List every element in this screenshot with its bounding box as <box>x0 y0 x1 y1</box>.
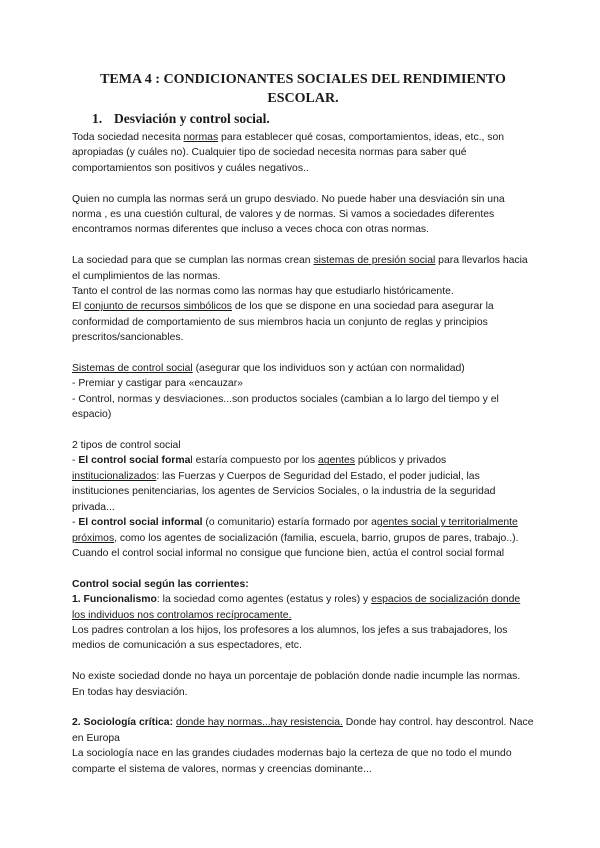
document-title: TEMA 4 : CONDICIONANTES SOCIALES DEL RENDIMIENTO ESCOLAR. <box>100 72 506 106</box>
paragraph-normas <box>72 130 534 176</box>
paragraph-formal-informal: Cuando el control social informal no consigue que funcione bien, actúa el control social formal <box>72 547 505 559</box>
paragraph-sociologia-nace: La sociología nace en las grandes ciudades modernas bajo la certeza de que no todo el mundo comparte el sistema de valores, normas y creencias dominante... <box>72 748 512 775</box>
underlined-term: agentes <box>318 455 355 467</box>
text-run: públicos y privados <box>355 455 447 467</box>
text-run: de los que se dispone en una sociedad para asegurar la conformidad de comportamiento de sus miembros hacia un conjunto de reglas y principios prescritos/sancionables. <box>72 301 494 344</box>
paragraph-padres: Los padres controlan a los hijos, los profesores a los alumnos, los jefes a sus trabajadores, los medios de comunicación a sus espectadores, etc. <box>72 624 508 652</box>
document-page <box>72 70 534 777</box>
text-run: , como los agentes de socialización (familia, escuela, barrio, grupos de pares, trabajo..). <box>114 532 519 544</box>
text-run: Donde hay control. hay descontrol. Nace en Europa <box>72 717 534 744</box>
paragraph-no-existe: No existe sociedad donde no haya un porcentaje de población donde nadie incumple las normas. En todas hay desviación. <box>72 671 521 698</box>
list-item: - Control, normas y desviaciones...son productos sociales (cambian a lo largo del tiempo y el espacio) <box>72 393 499 421</box>
text-run: - <box>72 455 79 467</box>
list-item-formal <box>72 453 534 515</box>
text-run: l estaría compuesto por los <box>190 455 319 467</box>
paragraph-historico: Tanto el control de las normas como las normas hay que estudiarlo históricamente. <box>72 286 454 298</box>
paragraph-tipos: 2 tipos de control social <box>72 440 181 452</box>
underlined-term: institucionalizados <box>72 470 157 482</box>
paragraph-recursos <box>72 299 534 345</box>
text-run: (o comunitario) estaría formado por a <box>202 517 377 529</box>
text-run: : las Fuerzas y Cuerpos de Seguridad del Estado, el poder judicial, las instituciones penitenciarias, los agentes de Servicios Sociales, o la industria de la seguridad privada... <box>72 470 496 513</box>
text-run: para llevarlos hacia el cumplimientos de las normas. <box>72 255 528 282</box>
text-run: : la sociedad como agentes (estatus y roles) y <box>156 594 372 606</box>
paragraph-sistemas <box>72 361 534 376</box>
underlined-term: gentes social y territorialmente próximos <box>72 517 518 544</box>
underlined-term: Sistemas de control social <box>72 363 193 375</box>
paragraph-presion-social <box>72 253 534 284</box>
section-heading-text: Desviación y control social. <box>114 111 270 126</box>
paragraph-desviacion: Quien no cumpla las normas será un grupo desviado. No puede haber una desviación sin una norma , es una cuestión cultural, de valores y de normas. Si vamos a sociedades diferentes encontramos normas diferentes que incluso a veces choca con otras normas. <box>72 193 505 236</box>
underlined-term: conjunto de recursos simbólicos <box>84 301 232 313</box>
underlined-term: donde hay normas...hay resistencia. <box>175 717 343 729</box>
bold-term: El control social forma <box>78 455 191 467</box>
subheading-corrientes: Control social según las corrientes: <box>72 578 249 590</box>
text-run: - <box>72 517 79 529</box>
text-run: (asegurar que los individuos son y actúan con normalidad) <box>192 363 465 375</box>
text-run: para establecer qué cosas, comportamientos, ideas, etc., son apropiadas (y cuáles no). Cualquier tipo de sociedad necesita normas para saber qué comportamientos son positivos y cuáles negativos.. <box>72 132 505 174</box>
bold-term: 1. Funcionalismo <box>72 594 157 606</box>
paragraph-sociologia-critica <box>72 715 534 746</box>
text-run: Toda sociedad necesita <box>72 132 184 143</box>
section-heading <box>92 110 534 128</box>
list-item-informal <box>72 515 534 546</box>
underlined-term: espacios de socialización donde los individuos nos controlamos recíprocamente. <box>72 594 521 621</box>
underlined-term: sistemas de presión social <box>313 255 436 267</box>
section-number: 1. <box>92 111 103 126</box>
paragraph-funcionalismo <box>72 592 534 623</box>
list-item: - Premiar y castigar para «encauzar» <box>72 378 243 390</box>
text-run: La sociedad para que se cumplan las normas crean <box>72 255 314 267</box>
text-run: El <box>72 301 85 313</box>
bold-term: El control social informal <box>78 517 203 529</box>
underlined-term: normas <box>183 132 219 143</box>
bold-term: 2. Sociología crítica: <box>72 717 174 729</box>
